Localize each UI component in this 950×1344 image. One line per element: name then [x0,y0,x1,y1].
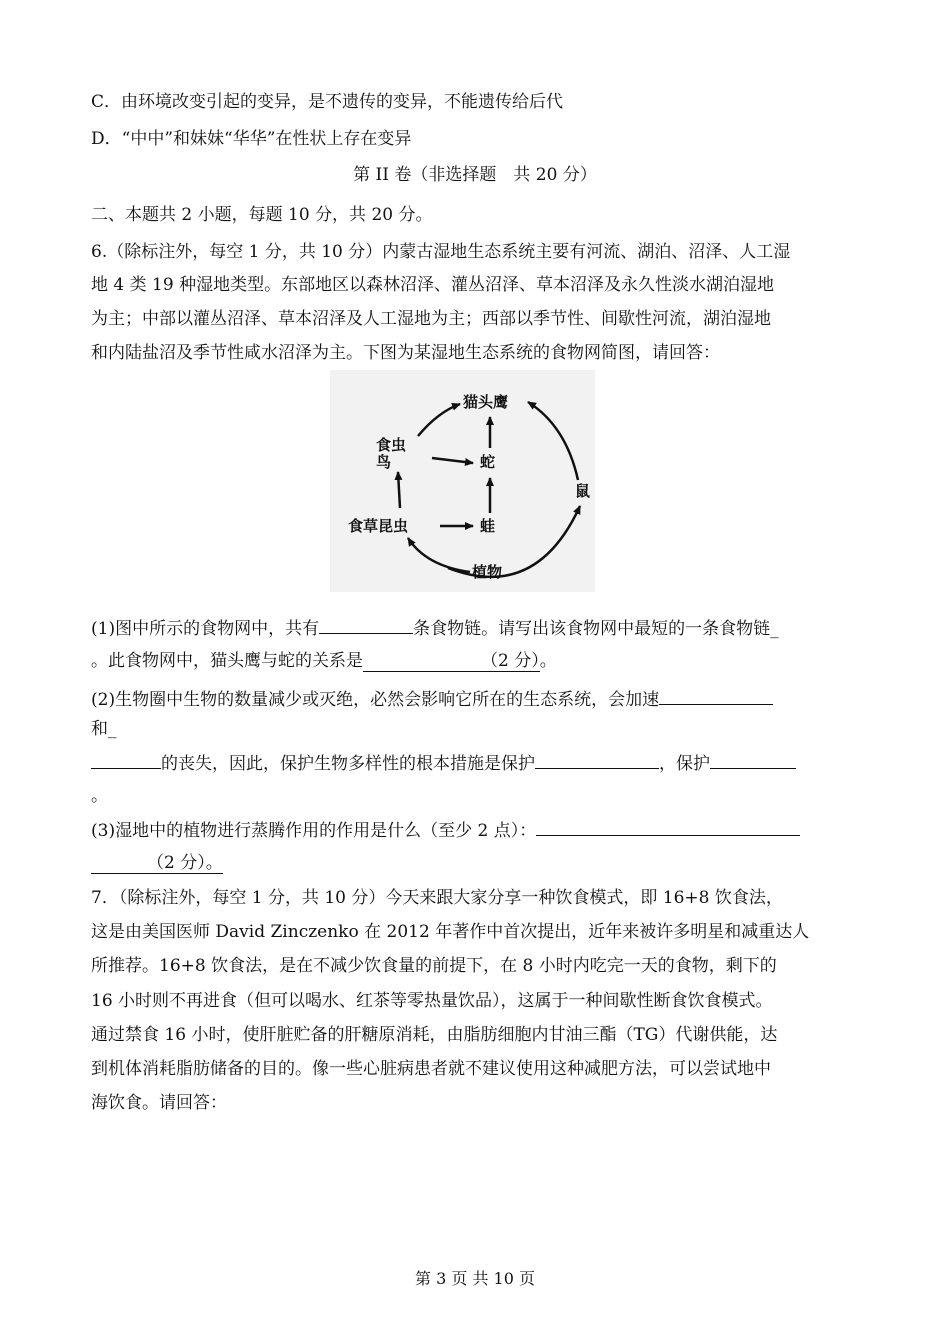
q7-line-1: 7．（除标注外，每空 1 分，共 10 分）今天来跟大家分享一种饮食模式，即 16+8 饮食法， [91,888,783,908]
label-plant: 植物 [472,563,503,581]
q6-line-3: 为主；中部以灌丛沼泽、草本沼泽及人工湿地为主；西部以季节性、间歇性河流，湖泊湿地 [91,309,771,329]
q6-sub1-line-2 [91,649,557,673]
answer-blank-chain-count[interactable] [319,615,413,634]
answer-blank-loss-2[interactable] [91,750,161,769]
answer-blank-transpiration[interactable] [536,817,800,836]
q6-sub2-text-c: 的丧失，因此，保护生物多样性的根本措施是保护 [161,754,535,774]
q7-line-3: 所推荐。16+8 饮食法，是在不减少饮食量的前提下，在 8 小时内吃完一天的食物，剩下的 [91,956,777,976]
q6-sub2-text-b: 和_ [91,719,117,739]
q6-line-1: 6.（除标注外，每空 1 分，共 10 分）内蒙古湿地生态系统主要有河流、湖泊、沼泽、人工湿 [91,242,791,262]
q6-sub2-text-e: 。 [91,786,108,806]
answer-blank-relation[interactable] [363,651,540,672]
q6-sub3-line-2 [91,851,223,875]
q6-line-2: 地 4 类 19 种湿地类型。东部地区以森林沼泽、灌丛沼泽、草本沼泽及永久性淡水湖泊湿地 [91,275,775,295]
option-d: D．“中中”和妹妹“华华”在性状上存在变异 [91,129,412,149]
q6-line-4: 和内陆盐沼及季节性咸水沼泽为主。下图为某湿地生态系统的食物网简图，请回答： [91,343,720,363]
q6-sub2-text-d: ，保护 [659,754,710,774]
q6-sub1-text-b: 条食物链。请写出该食物网中最短的一条食物链_ [413,619,779,639]
answer-blank-protect-1[interactable] [535,750,659,769]
q6-sub3-text-a: (3)湿地中的植物进行蒸腾作用的作用是什么（至少 2 点）： [91,821,537,841]
q7-line-7: 海饮食。请回答： [91,1093,227,1113]
answer-blank-transpiration-cont[interactable] [91,853,223,874]
q6-sub3-score: （2 分）。 [147,853,223,873]
q6-sub2-text-a: (2)生物圈中生物的数量减少或灭绝，必然会影响它所在的生态系统，会加速 [91,690,660,710]
answer-blank-loss-1[interactable] [659,686,773,705]
q6-sub3-line-1 [91,817,800,843]
section-title: 第 II 卷（非选择题 共 20 分） [353,165,597,185]
label-mouse: 鼠 [575,482,591,500]
q7-line-5: 通过禁食 16 小时，使肝脏贮备的肝糖原消耗，由脂肪细胞内甘油三酯（TG）代谢供能，达 [91,1025,778,1045]
label-snake: 蛇 [480,453,496,471]
label-owl: 猫头鹰 [463,393,509,411]
q6-sub2-line-3 [91,750,796,776]
q6-sub1-text-c: 。此食物网中，猫头鹰与蛇的关系是 [91,651,363,671]
q6-sub1-score: （2 分） [481,651,540,671]
label-bird-2: 鸟 [376,453,392,471]
q6-sub1-end: 。 [539,651,557,671]
label-insect: 食草昆虫 [348,517,409,535]
answer-blank-protect-2[interactable] [710,750,796,769]
section-intro: 二、本题共 2 小题，每题 10 分，共 20 分。 [91,205,433,225]
q7-line-2: 这是由美国医师 David Zinczenko 在 2012 年著作中首次提出，近年来被许多明星和减重达人 [91,922,810,942]
food-web-diagram [330,370,595,592]
option-c: C．由环境改变引起的变异，是不遗传的变异，不能遗传给后代 [91,92,564,112]
label-frog: 蛙 [480,517,496,535]
q6-sub1-text-a: (1)图中所示的食物网中，共有 [91,619,320,639]
page-footer: 第 3 页 共 10 页 [415,1269,535,1288]
q7-line-4: 16 小时则不再进食（但可以喝水、红茶等零热量饮品），这属于一种间歇性断食饮食模式。 [91,991,773,1011]
q7-line-6: 到机体消耗脂肪储备的目的。像一些心脏病患者就不建议使用这种减肥方法，可以尝试地中 [91,1059,771,1079]
q6-sub2-line-1 [91,686,773,712]
q6-sub1-line-1 [91,615,779,641]
label-bird-1: 食虫 [376,436,407,454]
